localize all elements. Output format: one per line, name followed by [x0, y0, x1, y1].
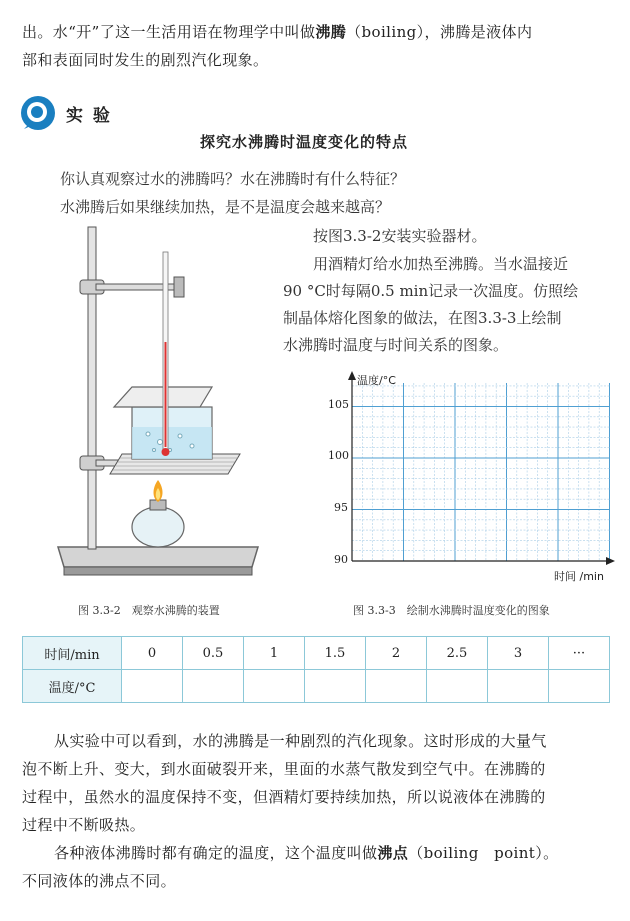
time-header: 时间/min: [23, 637, 122, 670]
time-cell: 2.5: [427, 637, 488, 670]
figure-caption-apparatus: 图 3.3-2 观察水沸腾的装置: [78, 604, 220, 617]
temperature-cell: [122, 670, 183, 703]
boiling-point-term: 沸点: [377, 844, 409, 862]
temperature-cell: [183, 670, 244, 703]
body-p2-line-1: [54, 839, 559, 867]
temperature-cell: [244, 670, 305, 703]
intro-line-1: [22, 18, 622, 46]
y-tick-95: 95: [334, 501, 348, 514]
time-cell: 0: [122, 637, 183, 670]
temperature-cell: [549, 670, 610, 703]
intro-text-b: （boiling），沸腾是液体内: [346, 23, 533, 41]
body-p2-text-a: 各种液体沸腾时都有确定的温度，这个温度叫做: [54, 844, 378, 862]
question-1: 你认真观察过水的沸腾吗？水在沸腾时有什么特征？: [60, 170, 406, 188]
y-tick-105: 105: [328, 398, 349, 411]
record-table: [22, 636, 610, 703]
temperature-header: 温度/°C: [23, 670, 122, 703]
intro-text-a: 出。水“开”了这一生活用语在物理学中叫做: [22, 23, 316, 41]
boiling-term: 沸腾: [315, 23, 347, 41]
time-cell: 1: [244, 637, 305, 670]
body-p1-line-2: 泡不断上升、变大，到水面破裂开来，里面的水蒸气散发到空气中。在沸腾的: [22, 760, 546, 778]
table-row-time: [23, 637, 610, 670]
temperature-cell: [305, 670, 366, 703]
boiling-apparatus-illustration: [40, 222, 280, 592]
step-2-line-3: 制晶体熔化图象的做法，在图3.3-3上绘制: [283, 309, 562, 327]
question-2: 水沸腾后如果继续加热，是不是温度会越来越高？: [60, 198, 391, 216]
experiment-section-icon: [20, 95, 56, 131]
experiment-title: 探究水沸腾时温度变化的特点: [200, 133, 409, 151]
step-1: 按图3.3-2安装实验器材。: [313, 227, 487, 245]
time-cell: 0.5: [183, 637, 244, 670]
time-cell: ···: [549, 637, 610, 670]
section-title: 实 验: [66, 106, 112, 126]
body-p1-line-4: 过程中不断吸热。: [22, 816, 146, 834]
temperature-cell: [366, 670, 427, 703]
time-cell: 3: [488, 637, 549, 670]
body-p1-line-3: 过程中，虽然水的温度保持不变，但酒精灯要持续加热，所以说液体在沸腾的: [22, 788, 546, 806]
body-p2-text-b: （boiling point）。: [408, 844, 559, 862]
time-cell: 2: [366, 637, 427, 670]
body-p1-line-1: 从实验中可以看到，水的沸腾是一种剧烈的汽化现象。这时形成的大量气: [54, 732, 547, 750]
temperature-cell: [427, 670, 488, 703]
time-cell: 1.5: [305, 637, 366, 670]
y-tick-100: 100: [328, 449, 349, 462]
step-2-line-2: 90 °C时每隔0.5 min记录一次温度。仿照绘: [283, 282, 579, 300]
step-2-line-1: 用酒精灯给水加热至沸腾。当水温接近: [313, 255, 569, 273]
figure-caption-graph: 图 3.3-3 绘制水沸腾时温度变化的图象: [353, 604, 550, 617]
body-p2-line-2: 不同液体的沸点不同。: [22, 872, 177, 890]
step-2-line-4: 水沸腾时温度与时间关系的图象。: [283, 336, 509, 354]
temperature-time-grid: [310, 368, 620, 588]
y-axis-label: 温度/°C: [357, 374, 396, 387]
temperature-cell: [488, 670, 549, 703]
intro-line-2: 部和表面同时发生的剧烈汽化现象。: [22, 51, 269, 69]
y-tick-90: 90: [334, 553, 348, 566]
x-axis-label: 时间 /min: [554, 570, 604, 583]
table-row-temperature: [23, 670, 610, 703]
